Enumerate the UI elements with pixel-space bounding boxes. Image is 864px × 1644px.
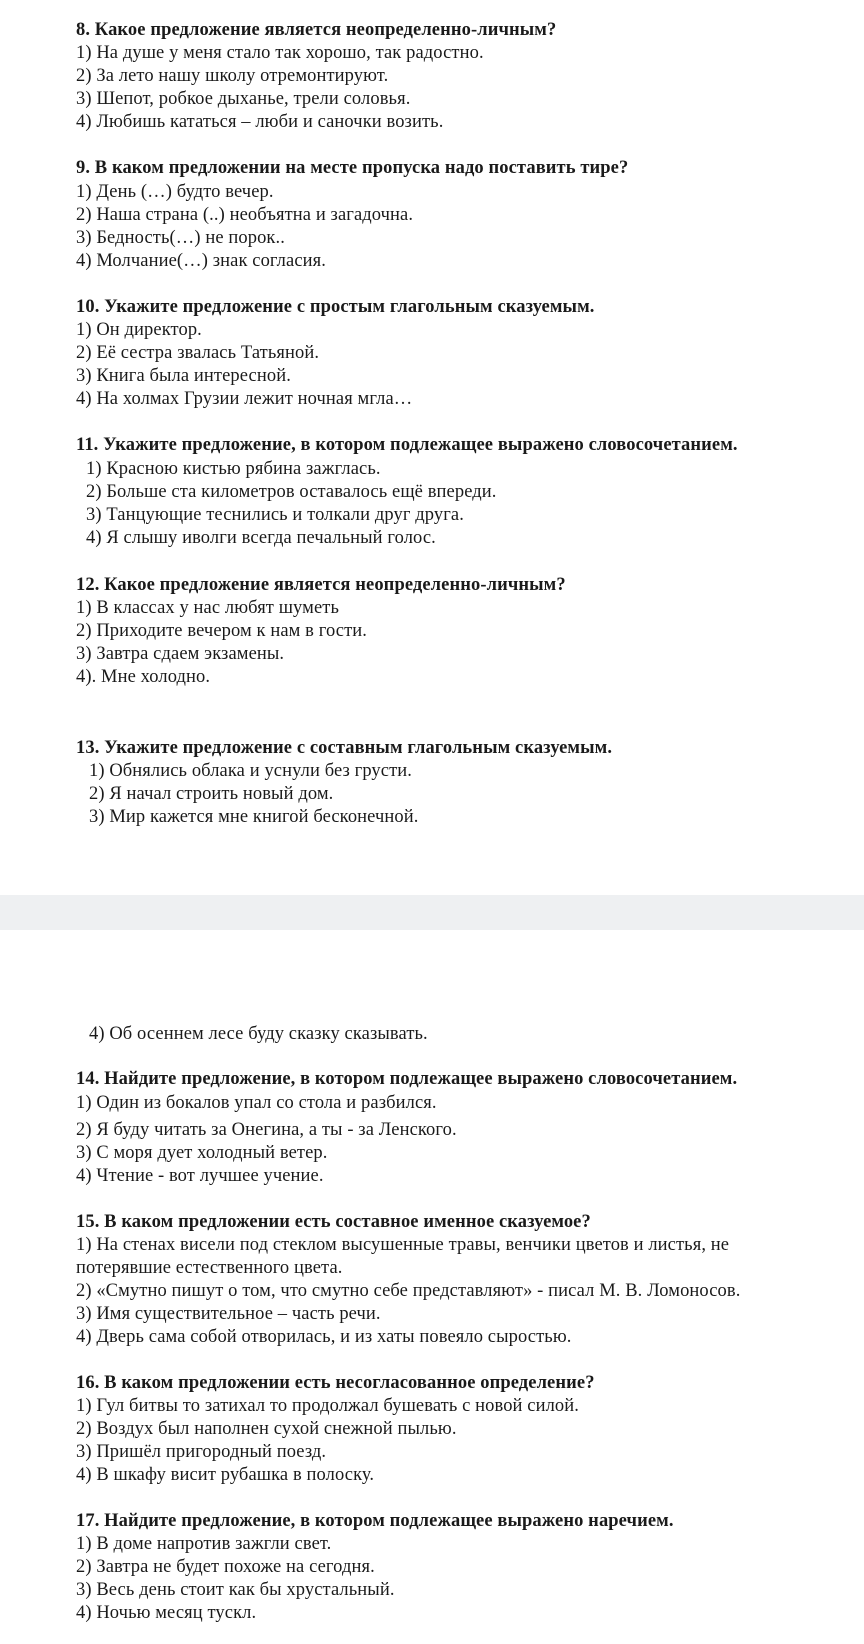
question-14-option-3: 3) С моря дует холодный ветер. — [76, 1143, 328, 1163]
page-break — [0, 895, 864, 930]
question-17-option-4: 4) Ночью месяц тускл. — [76, 1603, 257, 1623]
question-12-option-2: 2) Приходите вечером к нам в гости. — [76, 621, 367, 641]
question-16-option-2: 2) Воздух был наполнен сухой снежной пылью. — [76, 1419, 457, 1439]
question-12-option-3: 3) Завтра сдаем экзамены. — [76, 644, 285, 664]
question-17-option-3: 3) Весь день стоит как бы хрустальный. — [76, 1580, 395, 1600]
question-16-title: 16. В каком предложении есть несогласованное определение? — [76, 1373, 595, 1393]
question-10-option-2: 2) Её сестра звалась Татьяной. — [76, 343, 320, 363]
question-15-option-1: 1) На стенах висели под стеклом высушенные травы, венчики цветов и листья, не — [76, 1235, 730, 1255]
question-16-option-3: 3) Пришёл пригородный поезд. — [76, 1442, 327, 1462]
question-10-option-1: 1) Он директор. — [76, 320, 202, 340]
question-12-option-4: 4). Мне холодно. — [76, 667, 211, 687]
question-13-option-2: 2) Я начал строить новый дом. — [89, 784, 334, 804]
question-11-option-3: 3) Танцующие теснились и толкали друг друга. — [86, 505, 464, 525]
question-11-title: 11. Укажите предложение, в котором подлежащее выражено словосочетанием. — [76, 435, 738, 455]
question-12-title: 12. Какое предложение является неопределенно-личным? — [76, 575, 566, 595]
question-12-option-1: 1) В классах у нас любят шуметь — [76, 598, 340, 618]
question-16-option-4: 4) В шкафу висит рубашка в полоску. — [76, 1465, 375, 1485]
question-11-option-2: 2) Больше ста километров оставалось ещё впереди. — [86, 482, 497, 502]
question-13-option-1: 1) Обнялись облака и уснули без грусти. — [89, 761, 412, 781]
question-10-option-4: 4) На холмах Грузии лежит ночная мгла… — [76, 389, 413, 409]
question-14-option-4: 4) Чтение - вот лучшее учение. — [76, 1166, 324, 1186]
question-14-option-1: 1) Один из бокалов упал со стола и разбился. — [76, 1093, 437, 1113]
question-10-title: 10. Укажите предложение с простым глагольным сказуемым. — [76, 297, 595, 317]
question-13-title: 13. Укажите предложение с составным глагольным сказуемым. — [76, 738, 613, 758]
question-15-option-1-cont: потерявшие естественного цвета. — [76, 1258, 343, 1278]
question-14-option-2: 2) Я буду читать за Онегина, а ты - за Ленского. — [76, 1120, 457, 1140]
question-10-option-3: 3) Книга была интересной. — [76, 366, 291, 386]
question-11-option-4: 4) Я слышу иволги всегда печальный голос. — [86, 528, 436, 548]
question-13-option-3: 3) Мир кажется мне книгой бесконечной. — [89, 807, 419, 827]
question-17-option-2: 2) Завтра не будет похоже на сегодня. — [76, 1557, 375, 1577]
question-17-option-1: 1) В доме напротив зажгли свет. — [76, 1534, 332, 1554]
question-9-option-4: 4) Молчание(…) знак согласия. — [76, 251, 326, 271]
question-17-title: 17. Найдите предложение, в котором подлежащее выражено наречием. — [76, 1511, 674, 1531]
question-11-option-1: 1) Красною кистью рябина зажглась. — [86, 459, 381, 479]
question-15-option-2: 2) «Смутно пишут о том, что смутно себе представляют» - писал М. В. Ломоносов. — [76, 1281, 741, 1301]
question-9-option-1: 1) День (…) будто вечер. — [76, 182, 274, 202]
question-8-title: 8. Какое предложение является неопределенно-личным? — [76, 20, 557, 40]
question-8-option-3: 3) Шепот, робкое дыханье, трели соловья. — [76, 89, 411, 109]
question-15-option-3: 3) Имя существительное – часть речи. — [76, 1304, 381, 1324]
question-15-title: 15. В каком предложении есть составное именное сказуемое? — [76, 1212, 591, 1232]
document-page-2 — [0, 930, 864, 1644]
question-8-option-2: 2) За лето нашу школу отремонтируют. — [76, 66, 389, 86]
question-9-title: 9. В каком предложении на месте пропуска надо поставить тире? — [76, 158, 629, 178]
question-16-option-1: 1) Гул битвы то затихал то продолжал бушевать с новой силой. — [76, 1396, 580, 1416]
question-14-title: 14. Найдите предложение, в котором подлежащее выражено словосочетанием. — [76, 1069, 738, 1089]
question-15-option-4: 4) Дверь сама собой отворилась, и из хаты повеяло сыростью. — [76, 1327, 572, 1347]
question-13-option-4: 4) Об осеннем лесе буду сказку сказывать. — [89, 1024, 428, 1044]
question-9-option-2: 2) Наша страна (..) необъятна и загадочна. — [76, 205, 414, 225]
question-9-option-3: 3) Бедность(…) не порок.. — [76, 228, 285, 248]
question-8-option-4: 4) Любишь кататься – люби и саночки возить. — [76, 112, 444, 132]
question-8-option-1: 1) На душе у меня стало так хорошо, так радостно. — [76, 43, 484, 63]
